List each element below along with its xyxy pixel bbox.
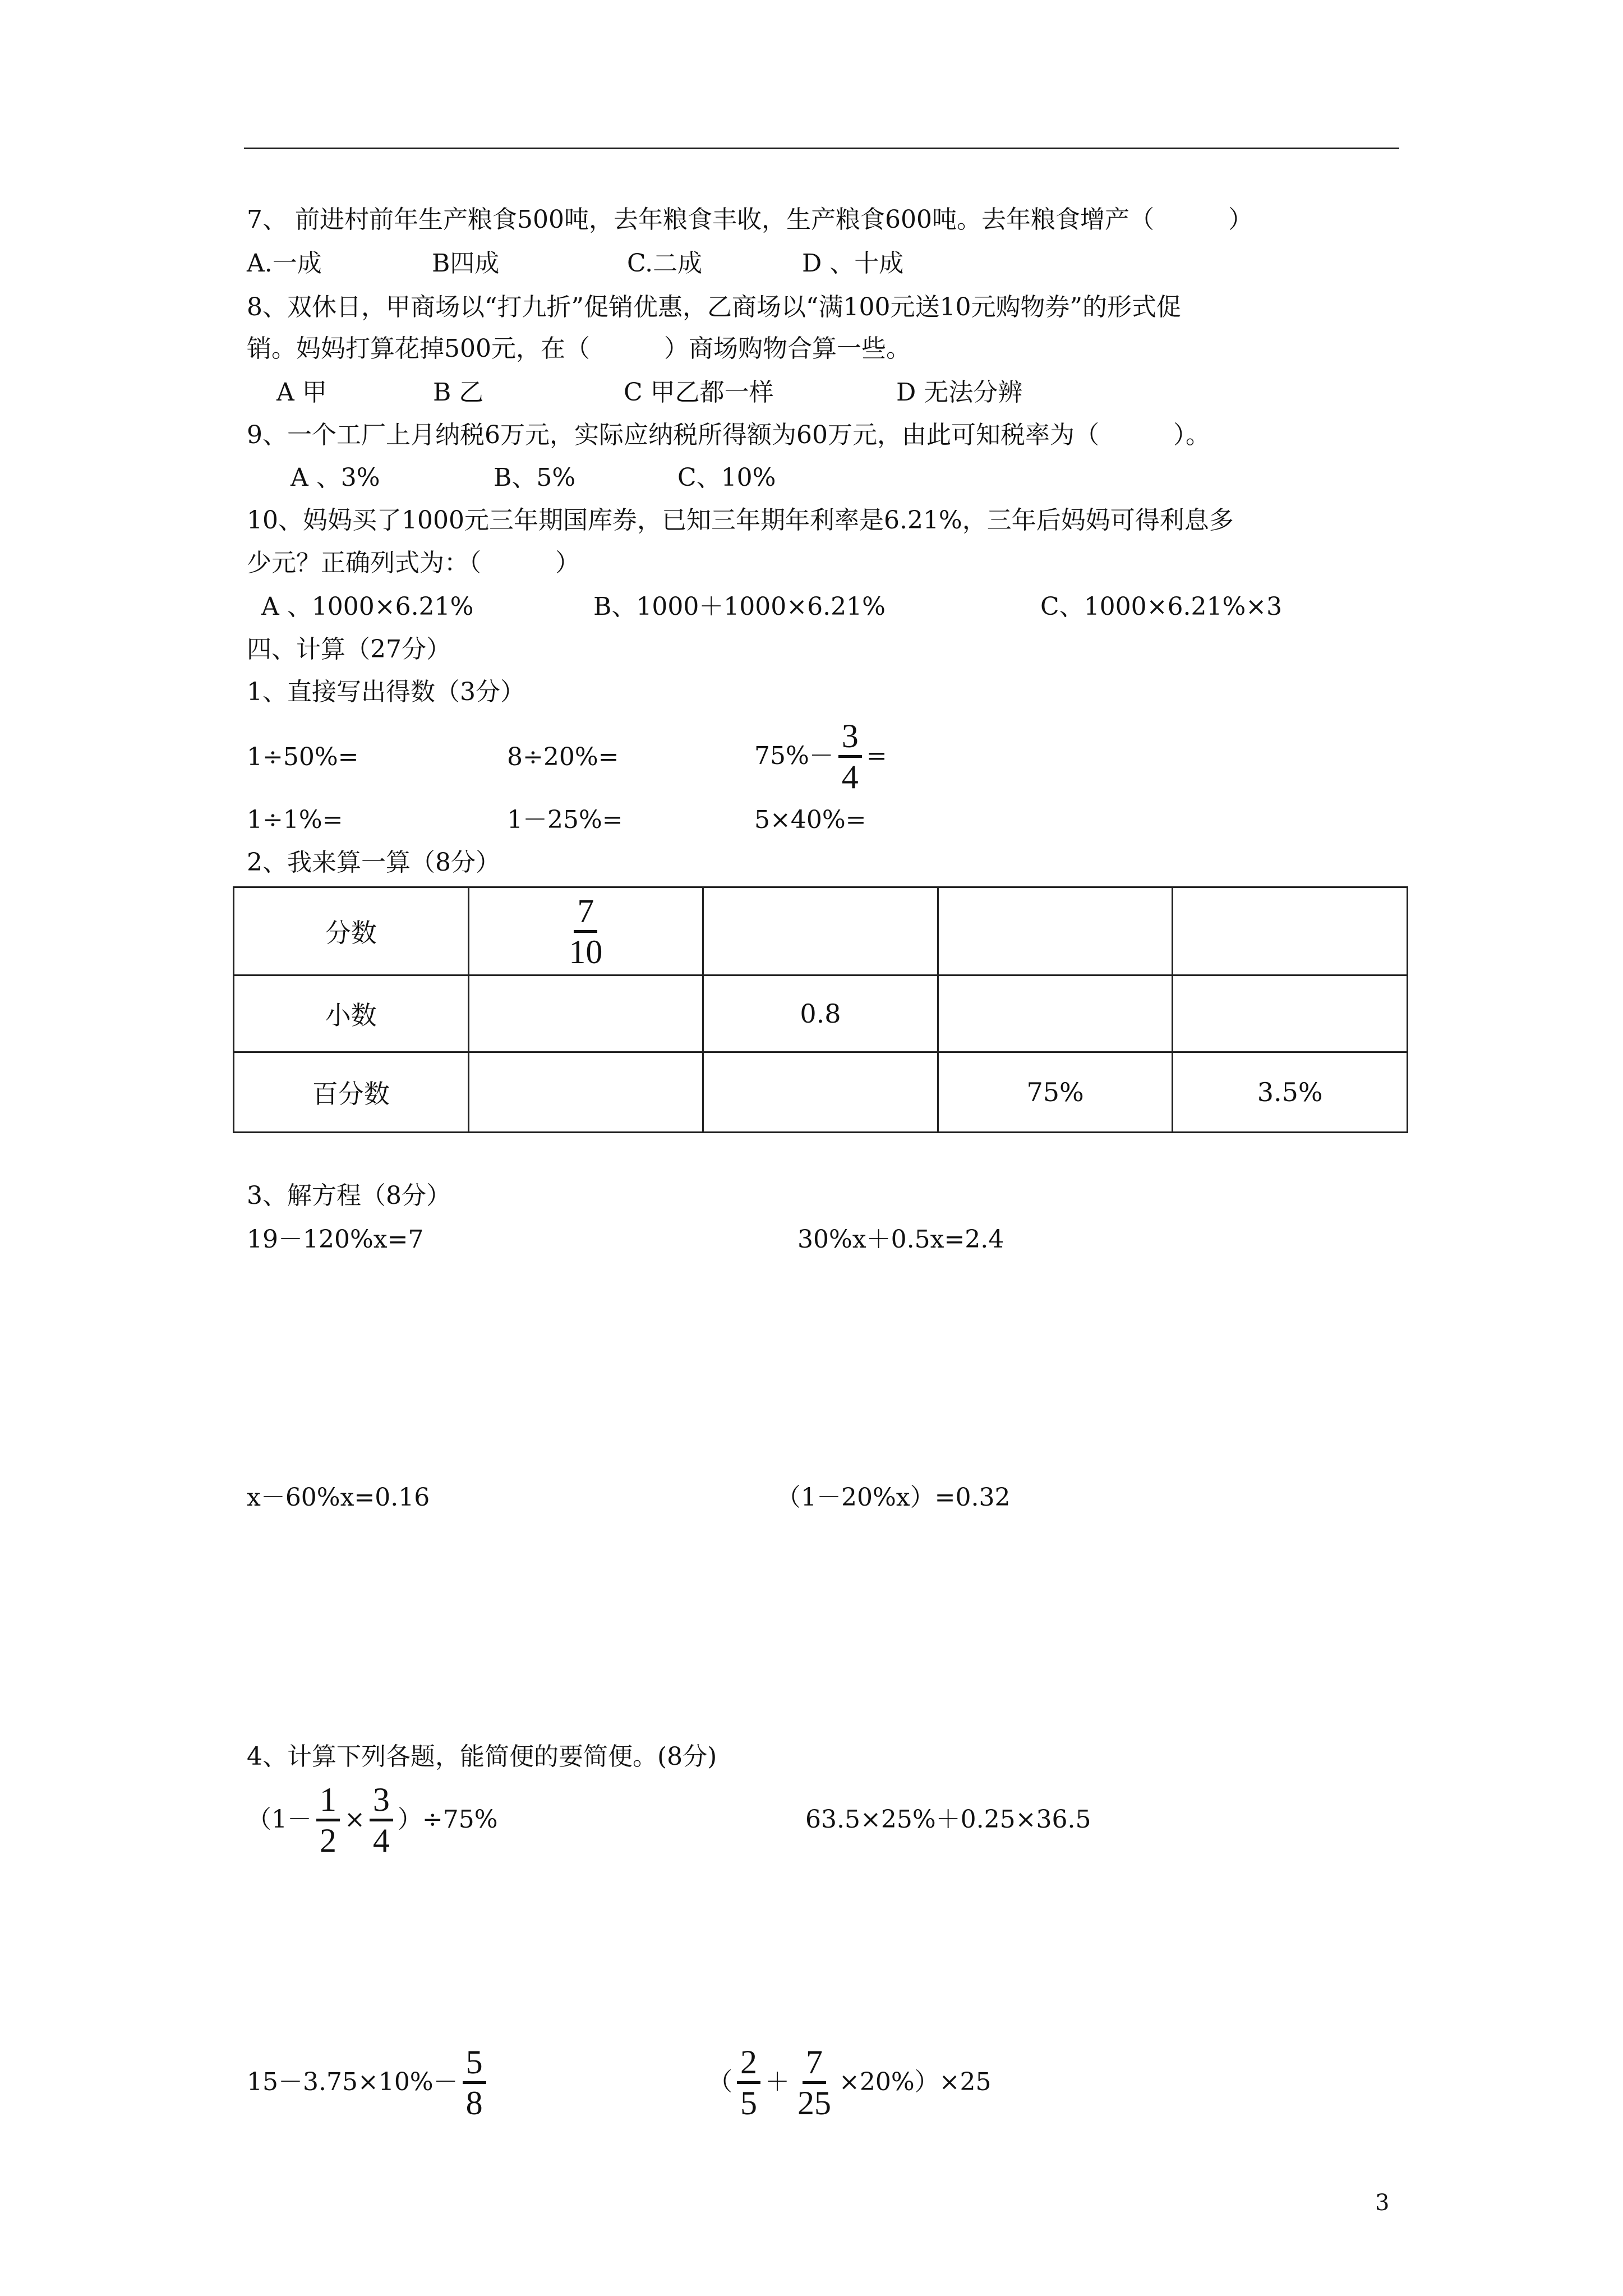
table-cell: 0.8 bbox=[703, 976, 938, 1052]
fraction-one-half bbox=[316, 1780, 340, 1860]
table-row-decimal bbox=[234, 976, 1408, 1052]
q10-line2: 少元？正确列式为：（ ） bbox=[247, 549, 580, 577]
fraction-numerator: 7 bbox=[803, 2043, 826, 2084]
mental-calc-3-suffix: = bbox=[866, 742, 887, 770]
q9-option-a: A 、3% bbox=[291, 463, 380, 492]
equation-1: 19－120%x=7 bbox=[247, 1225, 424, 1254]
q10-option-a: A 、1000×6.21% bbox=[261, 592, 474, 621]
equation-4: （1－20%x）=0.32 bbox=[776, 1483, 1011, 1512]
q10-option-b: B、1000＋1000×6.21% bbox=[593, 592, 886, 621]
mental-calc-3-prefix: 75%－ bbox=[754, 742, 834, 770]
part2-title: 2、我来算一算（8分） bbox=[247, 848, 500, 877]
expr1-operator: × bbox=[344, 1805, 365, 1834]
fraction-three-quarters bbox=[370, 1780, 393, 1860]
table-cell bbox=[1173, 976, 1408, 1052]
table-row-fraction bbox=[234, 887, 1408, 976]
fraction-denominator: 2 bbox=[320, 1821, 336, 1859]
section4-title: 四、计算（27分） bbox=[247, 635, 451, 664]
fraction-numerator: 3 bbox=[838, 717, 862, 758]
fraction-five-eighths bbox=[463, 2043, 486, 2122]
mental-calc-2: 8÷20%= bbox=[507, 743, 619, 771]
expr3-prefix: 15－3.75×10%－ bbox=[247, 2068, 458, 2096]
mental-calc-5: 1－25%= bbox=[507, 806, 623, 834]
q10-line1: 10、妈妈买了1000元三年期国库券，已知三年期年利率是6.21%，三年后妈妈可得利息多 bbox=[247, 506, 1234, 535]
table-cell: 75% bbox=[938, 1052, 1173, 1133]
table-cell bbox=[703, 887, 938, 976]
q9-text: 9、一个工厂上月纳税6万元，实际应纳税所得额为60万元，由此可知税率为（ ）。 bbox=[247, 421, 1210, 449]
fraction-denominator: 25 bbox=[797, 2084, 831, 2122]
expr4-suffix: ×20%）×25 bbox=[839, 2068, 992, 2096]
part4-title: 4、计算下列各题，能简便的要简便。(8分) bbox=[247, 1742, 717, 1771]
q8-option-b: B 乙 bbox=[433, 378, 484, 407]
q7-option-a: A.一成 bbox=[247, 249, 322, 278]
part1-title: 1、直接写出得数（3分） bbox=[247, 678, 525, 706]
fraction-numerator: 5 bbox=[463, 2043, 486, 2084]
q9-option-b: B、5% bbox=[494, 463, 576, 492]
row-label: 分数 bbox=[234, 887, 469, 976]
mental-calc-3 bbox=[754, 714, 887, 799]
fraction-denominator: 5 bbox=[740, 2084, 757, 2122]
fraction-numerator: 1 bbox=[316, 1780, 340, 1821]
fraction-numerator: 2 bbox=[737, 2043, 760, 2084]
mental-calc-6: 5×40%= bbox=[754, 806, 866, 834]
q7-option-d: D 、十成 bbox=[802, 249, 904, 278]
table-cell: 3.5% bbox=[1173, 1052, 1408, 1133]
expression-1 bbox=[247, 1774, 498, 1866]
fraction-numerator: 7 bbox=[574, 892, 597, 933]
q8-line2: 销。妈妈打算花掉500元，在（ ）商场购物合算一些。 bbox=[247, 334, 911, 363]
q8-option-a: A 甲 bbox=[276, 378, 327, 407]
fraction-two-fifths bbox=[737, 2043, 760, 2122]
fraction-seven-twentyfifths bbox=[794, 2043, 834, 2122]
expression-2: 63.5×25%＋0.25×36.5 bbox=[805, 1805, 1091, 1834]
conversion-table bbox=[233, 886, 1408, 1133]
header-rule bbox=[244, 148, 1399, 149]
fraction-denominator: 10 bbox=[569, 933, 603, 970]
part3-title: 3、解方程（8分） bbox=[247, 1181, 451, 1210]
table-cell bbox=[468, 887, 703, 976]
table-cell bbox=[938, 887, 1173, 976]
q8-option-d: D 无法分辨 bbox=[896, 378, 1023, 407]
q8-option-c: C 甲乙都一样 bbox=[624, 378, 774, 407]
row-label: 百分数 bbox=[234, 1052, 469, 1133]
mental-calc-4: 1÷1%= bbox=[247, 806, 343, 834]
expr1-suffix: ）÷75% bbox=[397, 1805, 498, 1834]
expr4-prefix: （ bbox=[708, 2068, 732, 2096]
q9-option-c: C、10% bbox=[677, 463, 776, 492]
expression-3 bbox=[247, 2036, 491, 2128]
row-label: 小数 bbox=[234, 976, 469, 1052]
q7-option-b: B四成 bbox=[432, 249, 500, 278]
table-cell bbox=[938, 976, 1173, 1052]
table-row-percent bbox=[234, 1052, 1408, 1133]
expr4-operator: ＋ bbox=[765, 2068, 790, 2096]
expression-4 bbox=[708, 2036, 992, 2128]
q7-text: 7、 前进村前年生产粮食500吨，去年粮食丰收，生产粮食600吨。去年粮食增产（ ） bbox=[247, 205, 1253, 234]
fraction-denominator: 4 bbox=[841, 758, 859, 795]
fraction-seven-tenths bbox=[565, 892, 606, 971]
mental-calc-1: 1÷50%= bbox=[247, 743, 359, 771]
table-cell bbox=[468, 976, 703, 1052]
fraction-denominator: 4 bbox=[372, 1821, 390, 1859]
fraction-numerator: 3 bbox=[370, 1780, 393, 1821]
equation-2: 30%x＋0.5x=2.4 bbox=[797, 1225, 1004, 1254]
q8-line1: 8、双休日，甲商场以“打九折”促销优惠，乙商场以“满100元送10元购物券”的形式促 bbox=[247, 293, 1181, 321]
fraction-denominator: 8 bbox=[465, 2084, 483, 2122]
table-cell bbox=[468, 1052, 703, 1133]
q7-option-c: C.二成 bbox=[627, 249, 703, 278]
page-number: 3 bbox=[1375, 2190, 1390, 2216]
fraction-three-quarters bbox=[838, 717, 862, 796]
equation-3: x－60%x=0.16 bbox=[247, 1483, 430, 1512]
q10-option-c: C、1000×6.21%×3 bbox=[1040, 592, 1283, 621]
expr1-prefix: （1－ bbox=[247, 1805, 312, 1834]
table-cell bbox=[703, 1052, 938, 1133]
table-cell bbox=[1173, 887, 1408, 976]
